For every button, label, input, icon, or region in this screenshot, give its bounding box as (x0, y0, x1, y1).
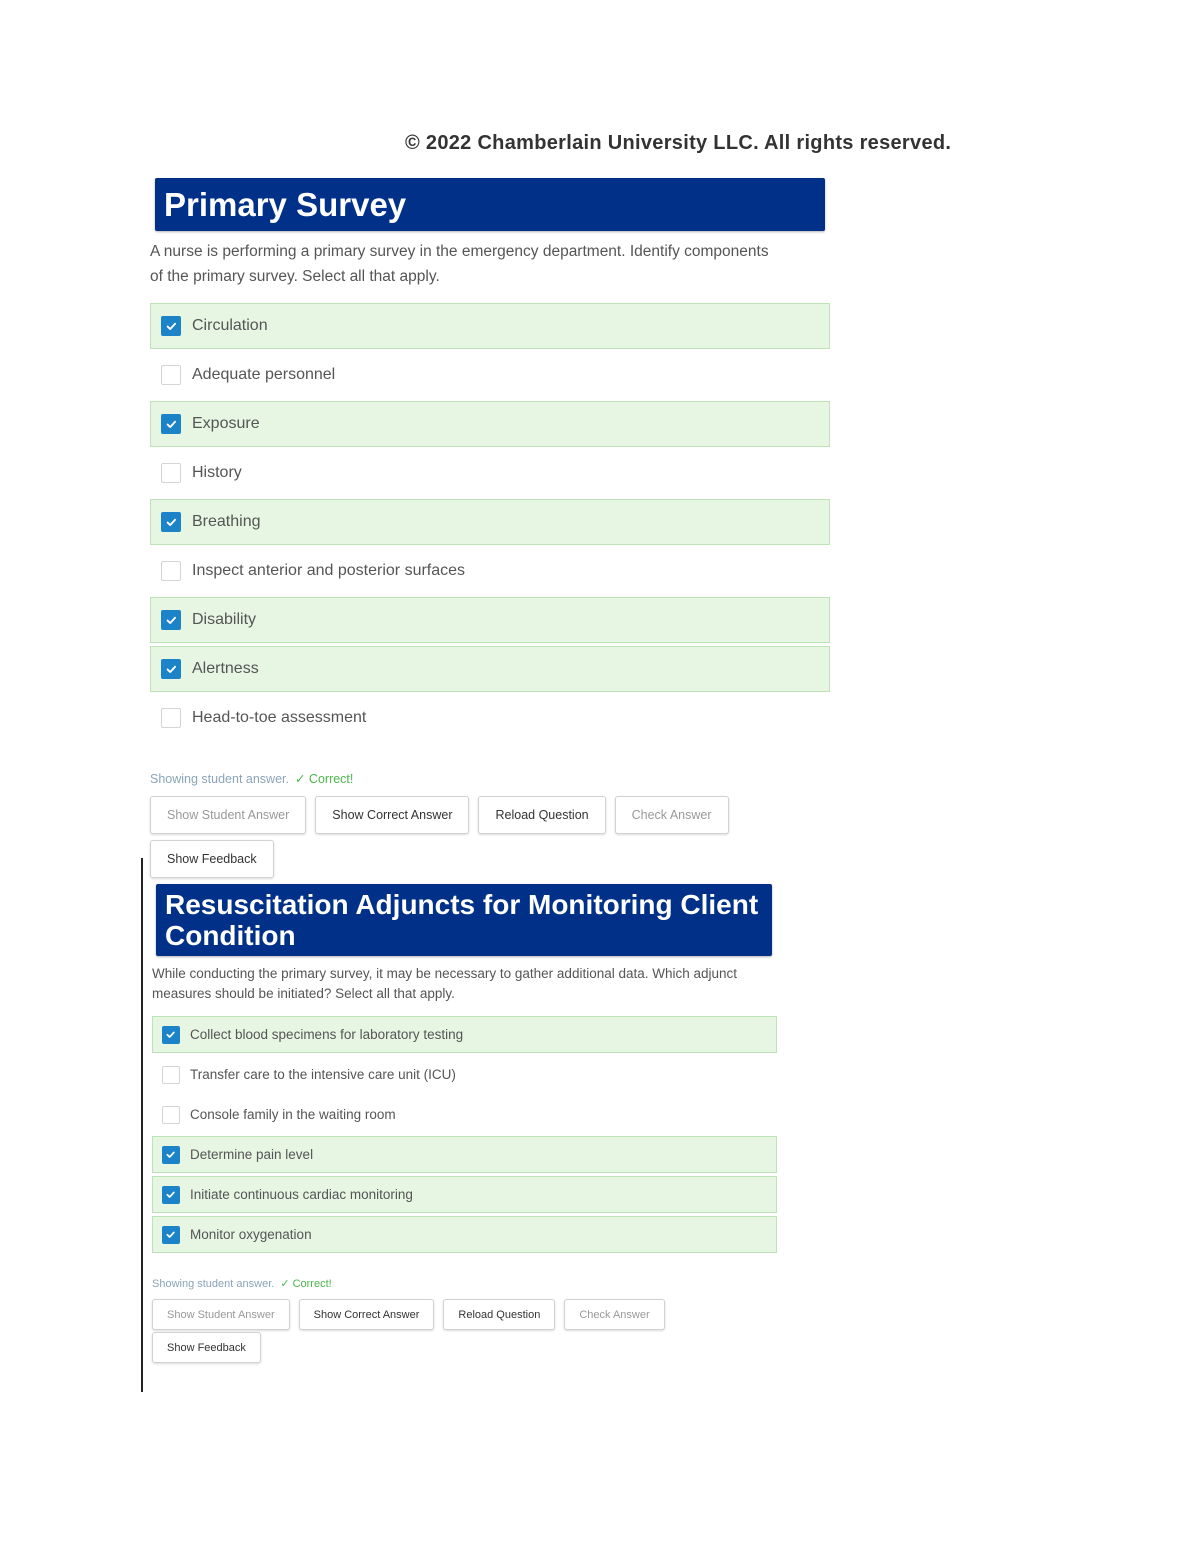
status-text: Showing student answer. (152, 1278, 275, 1290)
check-icon (165, 1229, 176, 1240)
option-label: Breathing (192, 513, 261, 530)
question-title: Primary Survey (155, 178, 825, 231)
check-icon (165, 1029, 176, 1040)
button-row (150, 796, 770, 884)
reload-question-button[interactable]: Reload Question (478, 796, 605, 834)
check-icon (165, 663, 178, 676)
page-header-fragment (405, 126, 952, 154)
show-feedback-button[interactable]: Show Feedback (152, 1332, 261, 1363)
option-item[interactable] (150, 401, 830, 447)
checkbox[interactable] (161, 561, 181, 581)
question-primary-survey (150, 178, 830, 866)
checkbox[interactable] (161, 512, 181, 532)
check-answer-button[interactable]: Check Answer (564, 1299, 664, 1330)
checkbox[interactable] (161, 316, 181, 336)
checkbox[interactable] (162, 1226, 180, 1244)
checkbox[interactable] (161, 463, 181, 483)
checkbox[interactable] (162, 1066, 180, 1084)
checkbox[interactable] (161, 659, 181, 679)
check-icon (165, 516, 178, 529)
option-label: Head-to-toe assessment (192, 709, 367, 726)
checkbox[interactable] (161, 610, 181, 630)
option-item[interactable] (150, 548, 830, 594)
option-item[interactable] (152, 1096, 777, 1133)
option-label: Collect blood specimens for laboratory testing (190, 1027, 464, 1042)
option-item[interactable] (150, 303, 830, 349)
show-feedback-button[interactable]: Show Feedback (150, 840, 274, 878)
show-student-answer-button[interactable]: Show Student Answer (152, 1299, 290, 1330)
copyright-text: © 2022 Chamberlain University LLC. All rights reserved. (405, 132, 952, 154)
button-row (152, 1299, 722, 1365)
checkbox[interactable] (161, 708, 181, 728)
option-item[interactable] (152, 1176, 777, 1213)
option-label: Alertness (192, 660, 259, 677)
show-correct-answer-button[interactable]: Show Correct Answer (299, 1299, 435, 1330)
checkbox[interactable] (162, 1186, 180, 1204)
reload-question-button[interactable]: Reload Question (443, 1299, 555, 1330)
option-item[interactable] (150, 597, 830, 643)
check-answer-button[interactable]: Check Answer (615, 796, 729, 834)
answer-status (150, 771, 830, 786)
question-resuscitation-adjuncts (152, 884, 777, 1365)
check-icon (165, 320, 178, 333)
option-item[interactable] (150, 646, 830, 692)
answer-status (152, 1277, 777, 1290)
option-label: Monitor oxygenation (190, 1227, 312, 1242)
check-icon (165, 1149, 176, 1160)
option-item[interactable] (152, 1216, 777, 1253)
option-list (150, 303, 830, 741)
option-label: Disability (192, 611, 257, 628)
option-label: Initiate continuous cardiac monitoring (190, 1187, 413, 1202)
question-prompt: A nurse is performing a primary survey in the emergency department. Identify components of the primary survey. Select all that apply. (150, 243, 769, 285)
correct-badge: ✓ Correct! (280, 1278, 332, 1290)
checkbox[interactable] (161, 365, 181, 385)
check-icon (165, 614, 178, 627)
option-label: Transfer care to the intensive care unit (ICU) (190, 1067, 456, 1082)
left-margin-line (141, 858, 143, 1392)
checkbox[interactable] (162, 1026, 180, 1044)
checkbox[interactable] (162, 1106, 180, 1124)
check-icon (165, 418, 178, 431)
option-label: Inspect anterior and posterior surfaces (192, 562, 466, 579)
option-label: Console family in the waiting room (190, 1107, 396, 1122)
option-item[interactable] (150, 695, 830, 741)
check-icon (165, 1189, 176, 1200)
option-item[interactable] (152, 1056, 777, 1093)
option-item[interactable] (150, 352, 830, 398)
option-list (152, 1016, 777, 1253)
option-item[interactable] (152, 1136, 777, 1173)
question-prompt: While conducting the primary survey, it may be necessary to gather additional data. Which adjunct measures should be initiated? Select all that apply. (152, 966, 738, 1001)
option-label: Circulation (192, 317, 268, 334)
correct-badge: ✓ Correct! (294, 772, 354, 786)
option-label: History (192, 464, 242, 481)
show-student-answer-button[interactable]: Show Student Answer (150, 796, 306, 834)
option-label: Exposure (192, 415, 260, 432)
status-text: Showing student answer. (150, 772, 289, 786)
option-item[interactable] (150, 499, 830, 545)
option-item[interactable] (152, 1016, 777, 1053)
option-label: Adequate personnel (192, 366, 336, 383)
question-title: Resuscitation Adjuncts for Monitoring Client Condition (156, 884, 772, 956)
option-label: Determine pain level (190, 1147, 314, 1162)
checkbox[interactable] (162, 1146, 180, 1164)
checkbox[interactable] (161, 414, 181, 434)
show-correct-answer-button[interactable]: Show Correct Answer (315, 796, 469, 834)
option-item[interactable] (150, 450, 830, 496)
